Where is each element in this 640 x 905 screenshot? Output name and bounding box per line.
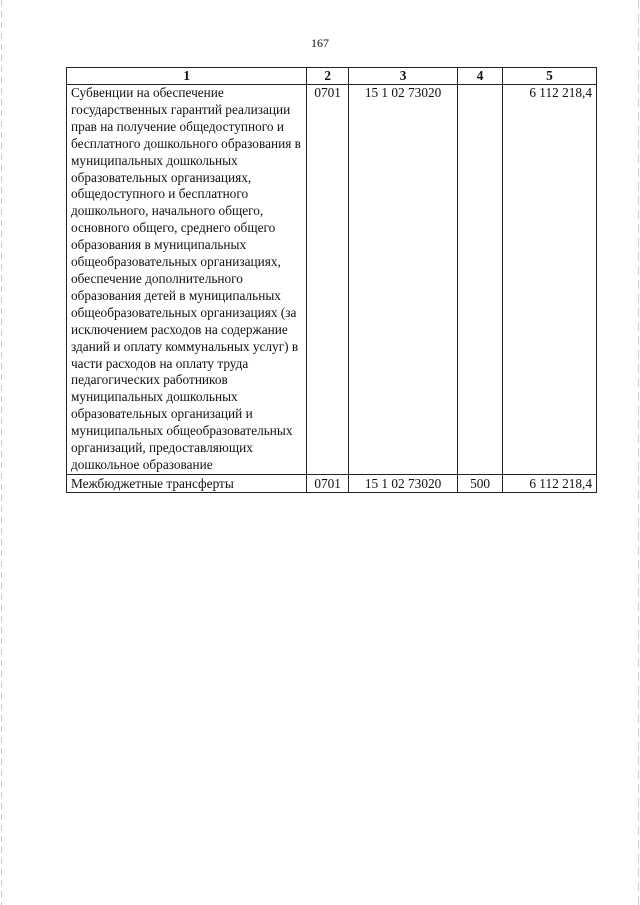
page-number: 167	[311, 36, 329, 50]
row-expense-kind	[458, 85, 503, 475]
column-header-2: 2	[307, 68, 349, 85]
row-name: Субвенции на обеспечение государственных гарантий реализации прав на получение общедоступного и бесплатного дошкольного образования в муниципальных дошкольных образовательных организациях, общедоступного и бесплатного дошкольного, начального общего, основного общего, среднего общего образования в муниципальных общеобразовательных организациях, обеспечение дополнительного образования детей в муниципальных общеобразовательных организациях (за исключением расходов на содержание зданий и оплату коммунальных услуг) в части расходов на оплату труда педагогических работников муниципальных дошкольных образовательных организаций и муниципальных общеобразовательных организаций, предоставляющих дошкольное образование	[67, 85, 307, 475]
row-target-code: 15 1 02 73020	[348, 85, 457, 475]
row-section-code: 0701	[307, 85, 349, 475]
column-header-1: 1	[67, 68, 307, 85]
row-sum: 6 112 218,4	[502, 85, 596, 475]
table-row	[67, 474, 597, 492]
budget-table	[66, 67, 597, 493]
table-row	[67, 85, 597, 475]
row-sum: 6 112 218,4	[502, 474, 596, 492]
column-header-4: 4	[458, 68, 503, 85]
row-name: Межбюджетные трансферты	[67, 474, 307, 492]
row-section-code: 0701	[307, 474, 349, 492]
row-expense-kind: 500	[458, 474, 503, 492]
scan-edge-left	[1, 0, 2, 905]
column-header-3: 3	[348, 68, 457, 85]
row-target-code: 15 1 02 73020	[348, 474, 457, 492]
scan-edge-right	[638, 0, 639, 905]
table-header-row	[67, 68, 597, 85]
column-header-5: 5	[502, 68, 596, 85]
